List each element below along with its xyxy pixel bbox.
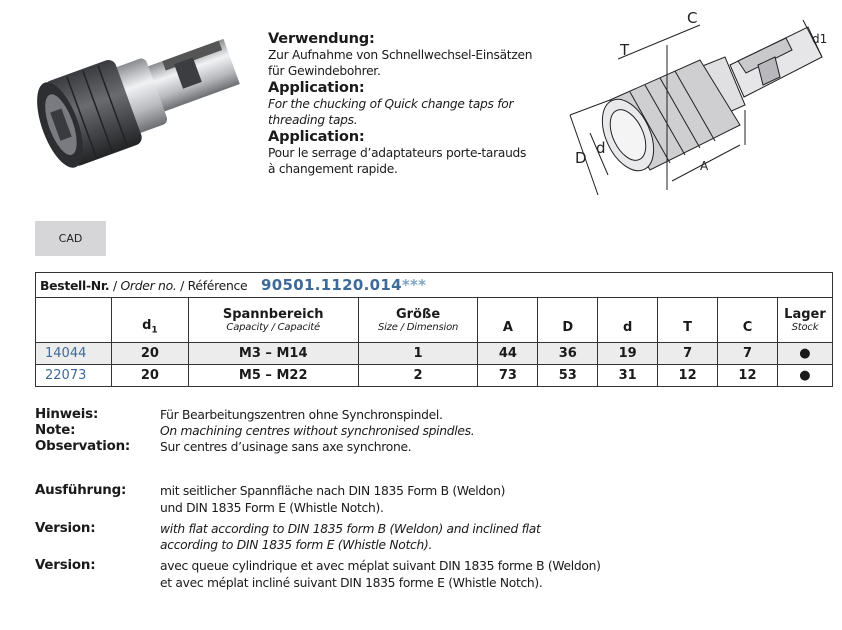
- usage-description: [268, 30, 568, 178]
- cell-a: 44: [478, 343, 538, 365]
- stock-indicator: ●: [777, 365, 832, 387]
- diagram-label-small-d: d: [596, 139, 606, 157]
- usage-text-fr-2: à changement rapide.: [268, 161, 398, 176]
- col-header-a: [478, 298, 538, 343]
- note-text-fr: Sur centres d’usinage sans axe synchrone.: [160, 440, 412, 455]
- col-header-size: [358, 298, 478, 343]
- diagram-label-d1: d1: [812, 32, 828, 46]
- usage-text-de-1: Zur Aufnahme von Schnellwechsel-Einsätzen: [268, 48, 533, 62]
- cell-small-d: 31: [598, 365, 658, 387]
- column-header-row: [36, 298, 833, 343]
- col-header-big-d-main: D: [562, 319, 574, 335]
- diagram-label-c: C: [687, 9, 698, 27]
- cell-t: 12: [658, 365, 718, 387]
- version-text-fr-2: et avec méplat incliné suivant DIN 1835 forme E (Whistle Notch).: [160, 575, 543, 590]
- cad-button[interactable]: CAD: [35, 221, 106, 256]
- notes-section: [35, 407, 474, 456]
- version-section: [35, 483, 601, 596]
- version-de: [35, 483, 601, 516]
- col-header-c: [718, 298, 778, 343]
- order-label-en: Order no.: [120, 278, 177, 293]
- article-number-link[interactable]: 22073: [36, 365, 112, 387]
- usage-heading-en: Application:: [268, 79, 365, 97]
- order-separator-2: /: [176, 278, 188, 293]
- cell-capacity: M3 – M14: [188, 343, 358, 365]
- cell-t: 7: [658, 343, 718, 365]
- diagram-label-big-d: D: [575, 149, 587, 167]
- note-de: [35, 407, 474, 423]
- col-header-c-main: C: [742, 319, 753, 335]
- version-text-en: [160, 521, 540, 554]
- col-header-stock-sub: Stock: [791, 322, 819, 333]
- usage-text-de-2: für Gewindebohrer.: [268, 63, 381, 78]
- version-en: [35, 521, 601, 554]
- col-header-article: [36, 298, 112, 343]
- usage-heading-fr: Application:: [268, 128, 365, 146]
- cell-c: 7: [718, 343, 778, 365]
- order-number: [261, 276, 426, 294]
- cell-c: 12: [718, 365, 778, 387]
- stock-indicator: ●: [777, 343, 832, 365]
- specification-table: [35, 272, 833, 387]
- version-label-de: Ausführung:: [35, 483, 127, 498]
- cell-small-d: 19: [598, 343, 658, 365]
- dimension-diagram: [560, 5, 840, 205]
- col-header-small-d-main: d: [623, 319, 633, 335]
- diagram-label-a: A: [700, 159, 709, 173]
- col-header-capacity: [188, 298, 358, 343]
- order-label-fr: Référence: [187, 278, 248, 293]
- version-text-en-2: according to DIN 1835 form E (Whistle Notch).: [160, 538, 433, 553]
- note-fr: [35, 439, 474, 455]
- usage-text-en-2: threading taps.: [268, 112, 358, 127]
- version-label-en: Version:: [35, 520, 96, 536]
- note-en: [35, 423, 474, 439]
- col-header-stock: [777, 298, 832, 343]
- cell-big-d: 36: [538, 343, 598, 365]
- cell-capacity: M5 – M22: [188, 365, 358, 387]
- article-number-link[interactable]: 14044: [36, 343, 112, 365]
- cell-d1: 20: [111, 343, 188, 365]
- col-header-capacity-main: Spannbereich: [222, 307, 324, 322]
- order-number-row: [36, 273, 833, 298]
- col-header-a-main: A: [502, 319, 513, 335]
- order-number-value: 90501.1120.014: [261, 276, 402, 294]
- note-text-en: On machining centres without synchronised spindles.: [160, 424, 475, 439]
- cell-big-d: 53: [538, 365, 598, 387]
- order-number-cell: [36, 273, 833, 298]
- version-text-de-1: mit seitlicher Spannfläche nach DIN 1835 Form B (Weldon): [160, 484, 506, 498]
- version-text-de-2: und DIN 1835 Form E (Whistle Notch).: [160, 500, 384, 515]
- col-header-t-main: T: [683, 319, 693, 335]
- col-header-size-sub: Size / Dimension: [377, 322, 459, 333]
- version-text-fr: [160, 558, 601, 591]
- order-separator-1: /: [109, 278, 121, 293]
- diagram-label-t: T: [620, 41, 630, 59]
- table-row: [36, 365, 833, 387]
- version-text-de: [160, 483, 505, 516]
- usage-heading-de: Verwendung:: [268, 30, 375, 47]
- col-header-t: [658, 298, 718, 343]
- order-label-de: Bestell-Nr.: [40, 278, 110, 293]
- cell-size: 2: [358, 365, 478, 387]
- col-header-capacity-sub: Capacity / Capacité: [226, 322, 320, 333]
- usage-text-en-1: For the chucking of Quick change taps for: [268, 97, 514, 112]
- col-header-d1-main: d: [142, 318, 152, 334]
- col-header-d1: [111, 298, 188, 343]
- note-text-de: Für Bearbeitungszentren ohne Synchronspindel.: [160, 408, 443, 422]
- version-text-fr-1: avec queue cylindrique et avec méplat suivant DIN 1835 forme B (Weldon): [160, 559, 601, 574]
- note-label-fr: Observation:: [35, 439, 131, 455]
- col-header-stock-main: Lager: [784, 307, 826, 322]
- table-row: [36, 343, 833, 365]
- version-fr: [35, 558, 601, 591]
- col-header-d1-subscript: 1: [151, 325, 158, 336]
- cell-size: 1: [358, 343, 478, 365]
- col-header-size-main: Größe: [395, 307, 441, 322]
- col-header-big-d: [538, 298, 598, 343]
- cell-a: 73: [478, 365, 538, 387]
- cell-d1: 20: [111, 365, 188, 387]
- note-label-en: Note:: [35, 423, 76, 439]
- col-header-small-d: [598, 298, 658, 343]
- version-text-en-1: with flat according to DIN 1835 form B (Weldon) and inclined flat: [160, 521, 541, 536]
- version-label-fr: Version:: [35, 558, 96, 574]
- note-label-de: Hinweis:: [35, 407, 99, 422]
- usage-text-fr-1: Pour le serrage d’adaptateurs porte-tarauds: [268, 146, 527, 161]
- order-number-suffix: ***: [401, 276, 427, 294]
- product-photo: [25, 18, 240, 188]
